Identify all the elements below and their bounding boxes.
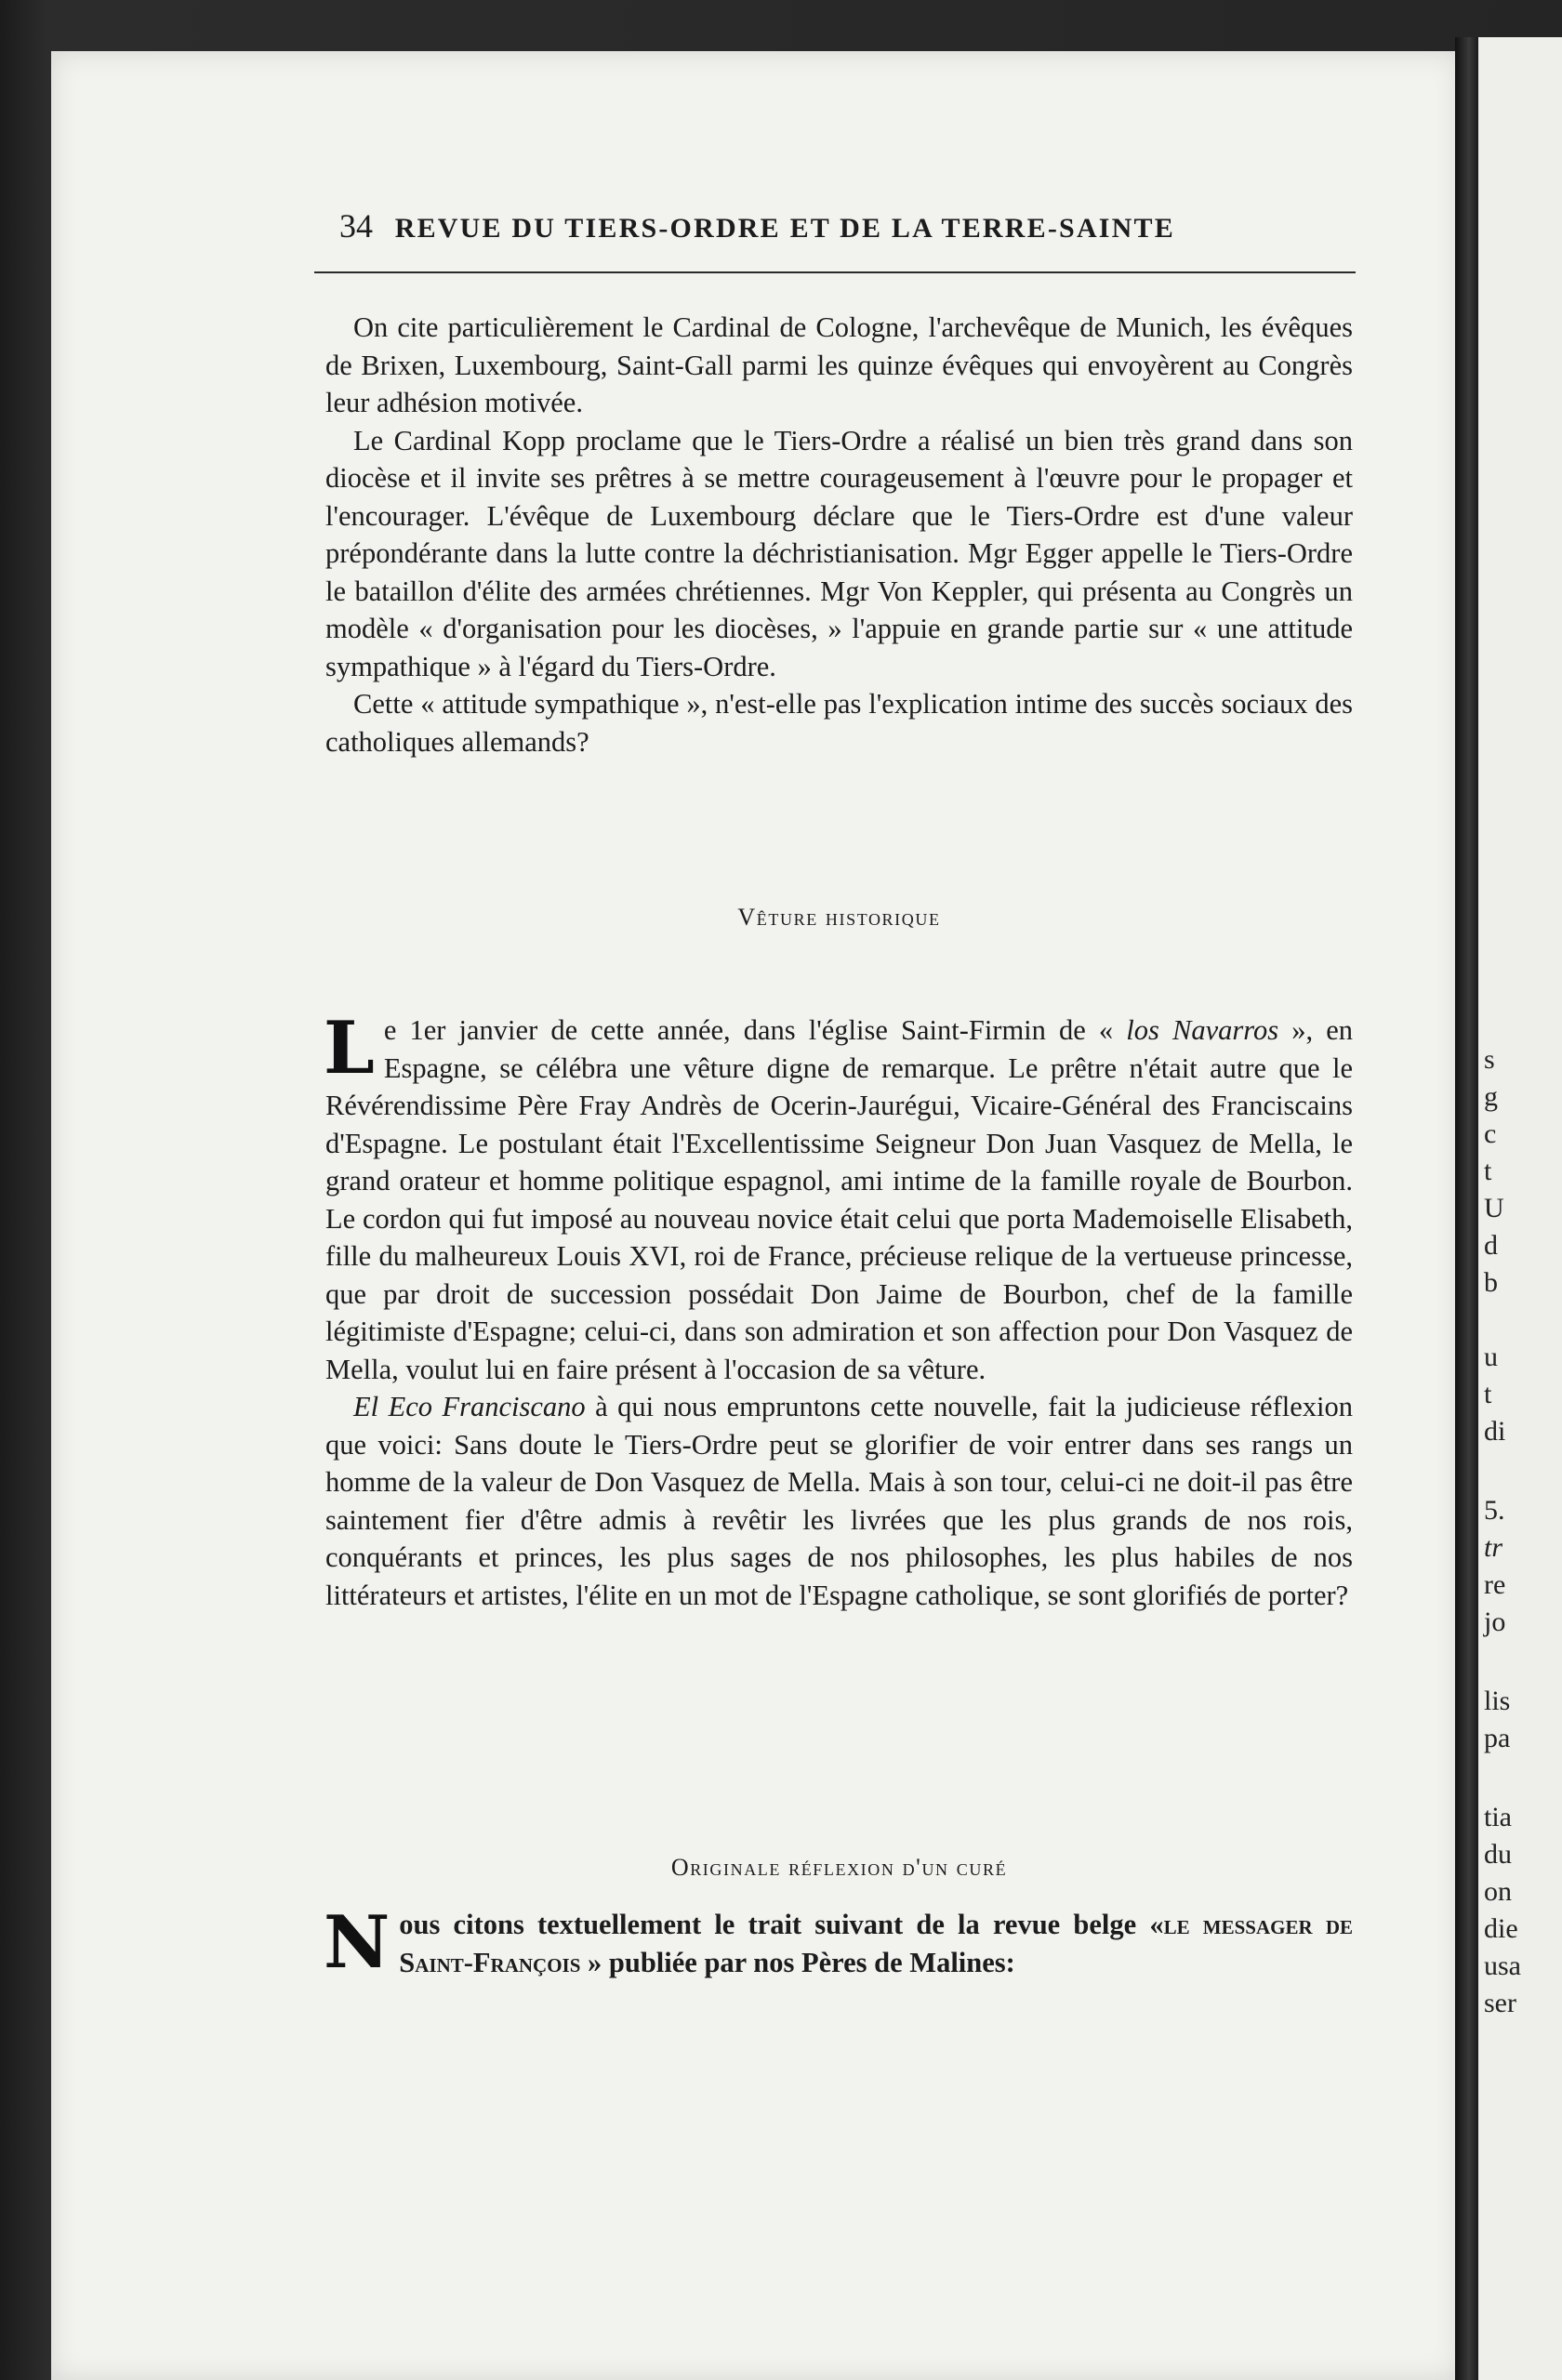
fragment-17: du (1484, 1839, 1512, 1870)
fragment-12: re (1484, 1569, 1506, 1600)
fragment-8: t (1484, 1379, 1492, 1409)
fragment-7: u (1484, 1342, 1498, 1372)
page-gutter (1455, 37, 1478, 2380)
page-number: 34 (339, 207, 373, 245)
fragment-20: usa (1484, 1950, 1521, 1981)
fragment-10: 5. (1484, 1495, 1505, 1526)
intro-paragraph-2: Le Cardinal Kopp proclame que le Tiers-Ordre a réalisé un bien très grand dans son diocèse et il invite ses prêtres à se mettre courageusement à l'œuvre pour le propager et l'encourager. L'évêque de Luxembourg déclare que le Tiers-Ordre est d'une valeur prépondérante dans la lutte contre la déchristianisation. Mgr Egger appelle le Tiers-Ordre le bataillon d'élite des armées chrétiennes. Mgr Von Keppler, qui présenta au Congrès un modèle « d'organisation pour les diocèses, » l'appuie en grande partie sur « une attitude sympathique » à l'égard du Tiers-Ordre. (325, 424, 1353, 682)
adjacent-page-fragment (1478, 37, 1562, 2380)
fragment-5: d (1484, 1230, 1498, 1261)
reflexion-section (324, 1900, 1353, 1985)
running-head (339, 206, 1362, 247)
intro-section (325, 309, 1353, 760)
fragment-21: ser (1484, 1988, 1516, 2018)
eco-franciscano-italic: El Eco Franciscano (353, 1391, 586, 1422)
reflexion-paragraph-1: Nous citons textuellement le trait suivant de la revue belge «le messager de Saint-François » publiée par nos Pères de Malines: (324, 1900, 1353, 1985)
los-navarros-italic: los Navarros (1126, 1014, 1279, 1046)
veture-paragraph-1: Le 1er janvier de cette année, dans l'église Saint-Firmin de « los Navarros », en Espagne, se célébra une vêture digne de remarque. Le prêtre n'était autre que le Révérendissime Père Fray Andrès de Ocerin-Jaurégui, Vicaire-Général des Franciscains d'Espagne. Le postulant était l'Excellentissime Seigneur Don Juan Vasquez de Mella, le grand orateur et homme politique espagnol, ami intime de la famille royale de Bourbon. Le cordon qui fut imposé au nouveau novice était celui que porta Mademoiselle Elisabeth, fille du malheureux Louis XVI, roi de France, précieuse relique de la vertueuse princesse, que par droit de succession possédait Don Jaime de Bourbon, chef de la famille légitimiste d'Espagne; celui-ci, dans son admiration et son affection pour Don Vasquez de Mella, voulut lui en faire présent à l'occasion de sa vêture. (324, 1006, 1353, 1385)
section-title-reflexion: Originale réflexion d'un curé (670, 1854, 1008, 1881)
fragment-2: c (1484, 1118, 1497, 1149)
messager-smallcaps: le messager de Saint-François (399, 1909, 1353, 1978)
fragment-4: U (1484, 1193, 1504, 1223)
drop-cap-letter-2: N (324, 1900, 390, 1985)
fragment-1: g (1484, 1081, 1498, 1112)
intro-paragraph-3: Cette « attitude sympathique », n'est-elle pas l'explication intime des succès sociaux des catholiques allemands? (325, 688, 1353, 758)
drop-cap-letter: L (324, 1006, 375, 1091)
fragment-11: tr (1484, 1532, 1503, 1563)
fragment-3: t (1484, 1156, 1492, 1186)
fragment-0: s (1484, 1044, 1495, 1075)
fragment-6: b (1484, 1267, 1498, 1298)
fragment-15: pa (1484, 1723, 1511, 1753)
fragment-14: lis (1484, 1686, 1511, 1716)
fragment-19: die (1484, 1913, 1518, 1944)
intro-paragraph-1: On cite particulièrement le Cardinal de Cologne, l'archevêque de Munich, les évêques de Brixen, Luxembourg, Saint-Gall parmi les quinze évêques qui envoyèrent au Congrès leur adhésion motivée. (325, 311, 1353, 418)
journal-title: REVUE DU TIERS-ORDRE ET DE LA TERRE-SAINTE (394, 213, 1175, 244)
header-rule (314, 271, 1356, 273)
veture-section (324, 1006, 1353, 1614)
fragment-9: di (1484, 1416, 1506, 1447)
fragment-13: jo (1484, 1606, 1506, 1637)
veture-paragraph-2: El Eco Franciscano à qui nous empruntons cette nouvelle, fait la judicieuse réflexion que voici: Sans doute le Tiers-Ordre peut se glorifier de voir entrer dans ses rangs un homme de la valeur de Don Vasquez de Mella. Mais à son tour, celui-ci ne doit-il pas être saintement fier d'être admis à revêtir les livrées que les plus grands de nos rois, conquérants et princes, les plus sages de nos philosophes, les plus habiles de nos littérateurs et artistes, l'élite en un mot de l'Espagne catholique, se sont glorifiés de porter? (325, 1391, 1353, 1611)
section-title-veture: Vêture historique (737, 904, 941, 931)
fragment-16: tia (1484, 1802, 1512, 1832)
fragment-18: on (1484, 1876, 1512, 1907)
